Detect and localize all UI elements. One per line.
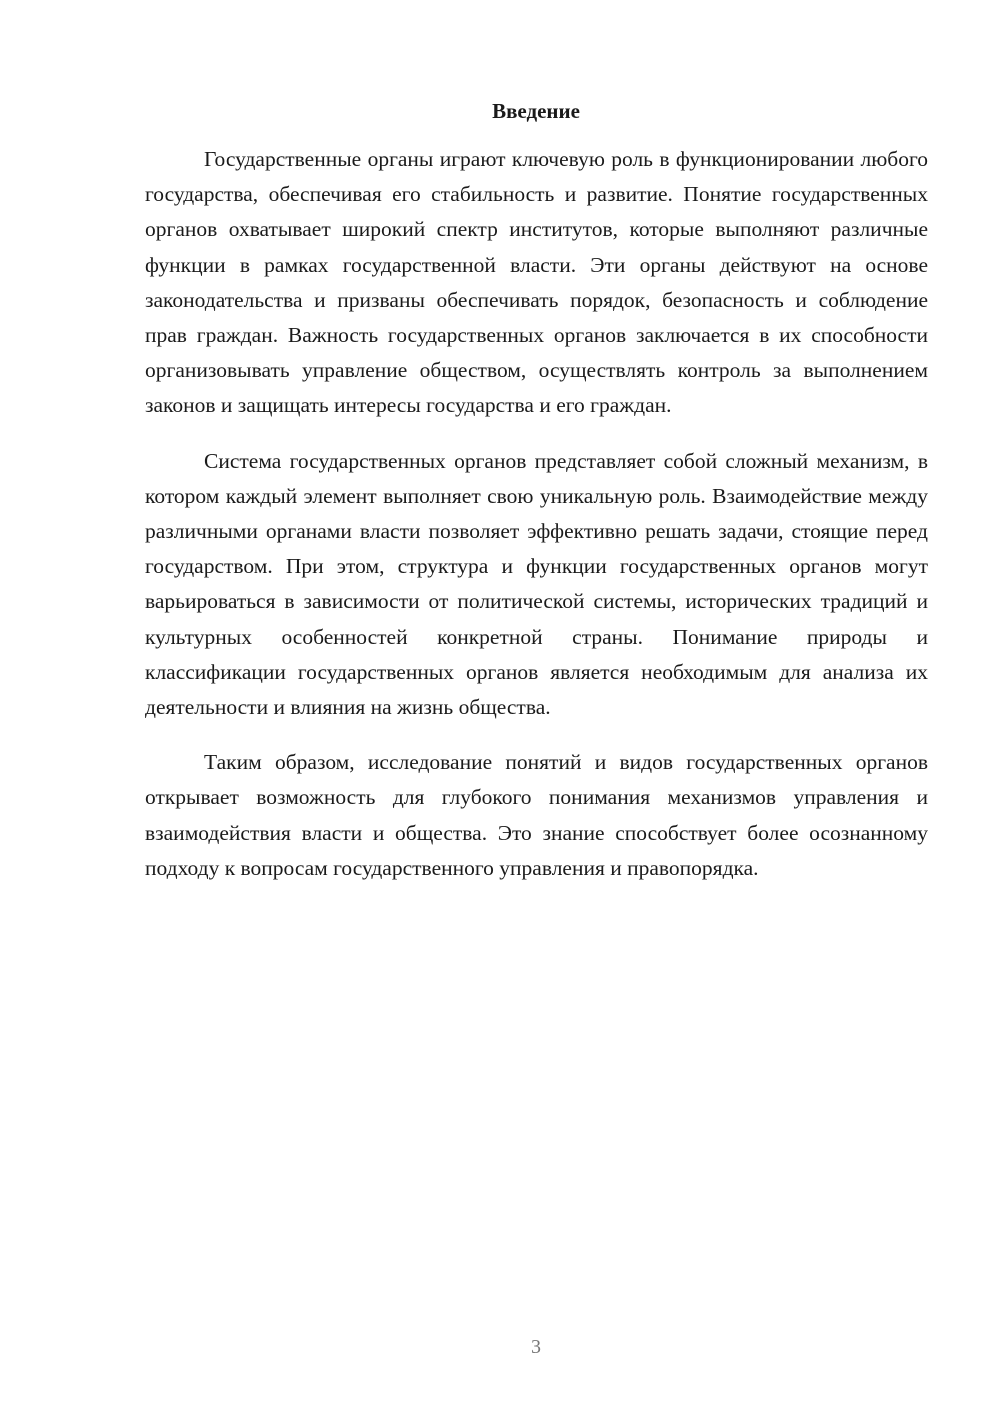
section-heading: Введение (492, 99, 580, 123)
body-text (145, 142, 928, 906)
page-number: 3 (531, 1336, 541, 1358)
paragraph-3: Таким образом, исследование понятий и видов государственных органов открывает возможность для глубокого понимания механизмов управления и взаимодействия власти и общества. Это знание способствует более осознанному подходу к вопросам государственного управления и правопорядка. (145, 750, 928, 880)
paragraph-1: Государственные органы играют ключевую роль в функционировании любого государства, обеспечивая его стабильность и развитие. Понятие государственных органов охватывает широкий спектр институтов, которые выполняют различные функции в рамках государственной власти. Эти органы действуют на основе законодательства и призваны обеспечивать порядок, безопасность и соблюдение прав граждан. Важность государственных органов заключается в их способности организовывать управление обществом, осуществлять контроль за выполнением законов и защищать интересы государства и его граждан. (145, 147, 928, 418)
paragraph-2: Система государственных органов представляет собой сложный механизм, в котором каждый элемент выполняет свою уникальную роль. Взаимодействие между различными органами власти позволяет эффективно решать задачи, стоящие перед государством. При этом, структура и функции государственных органов могут варьироваться в зависимости от политической системы, исторических традиций и культурных особенностей конкретной страны. Понимание природы и классификации государственных органов является необходимым для анализа их деятельности и влияния на жизнь общества. (145, 448, 928, 720)
